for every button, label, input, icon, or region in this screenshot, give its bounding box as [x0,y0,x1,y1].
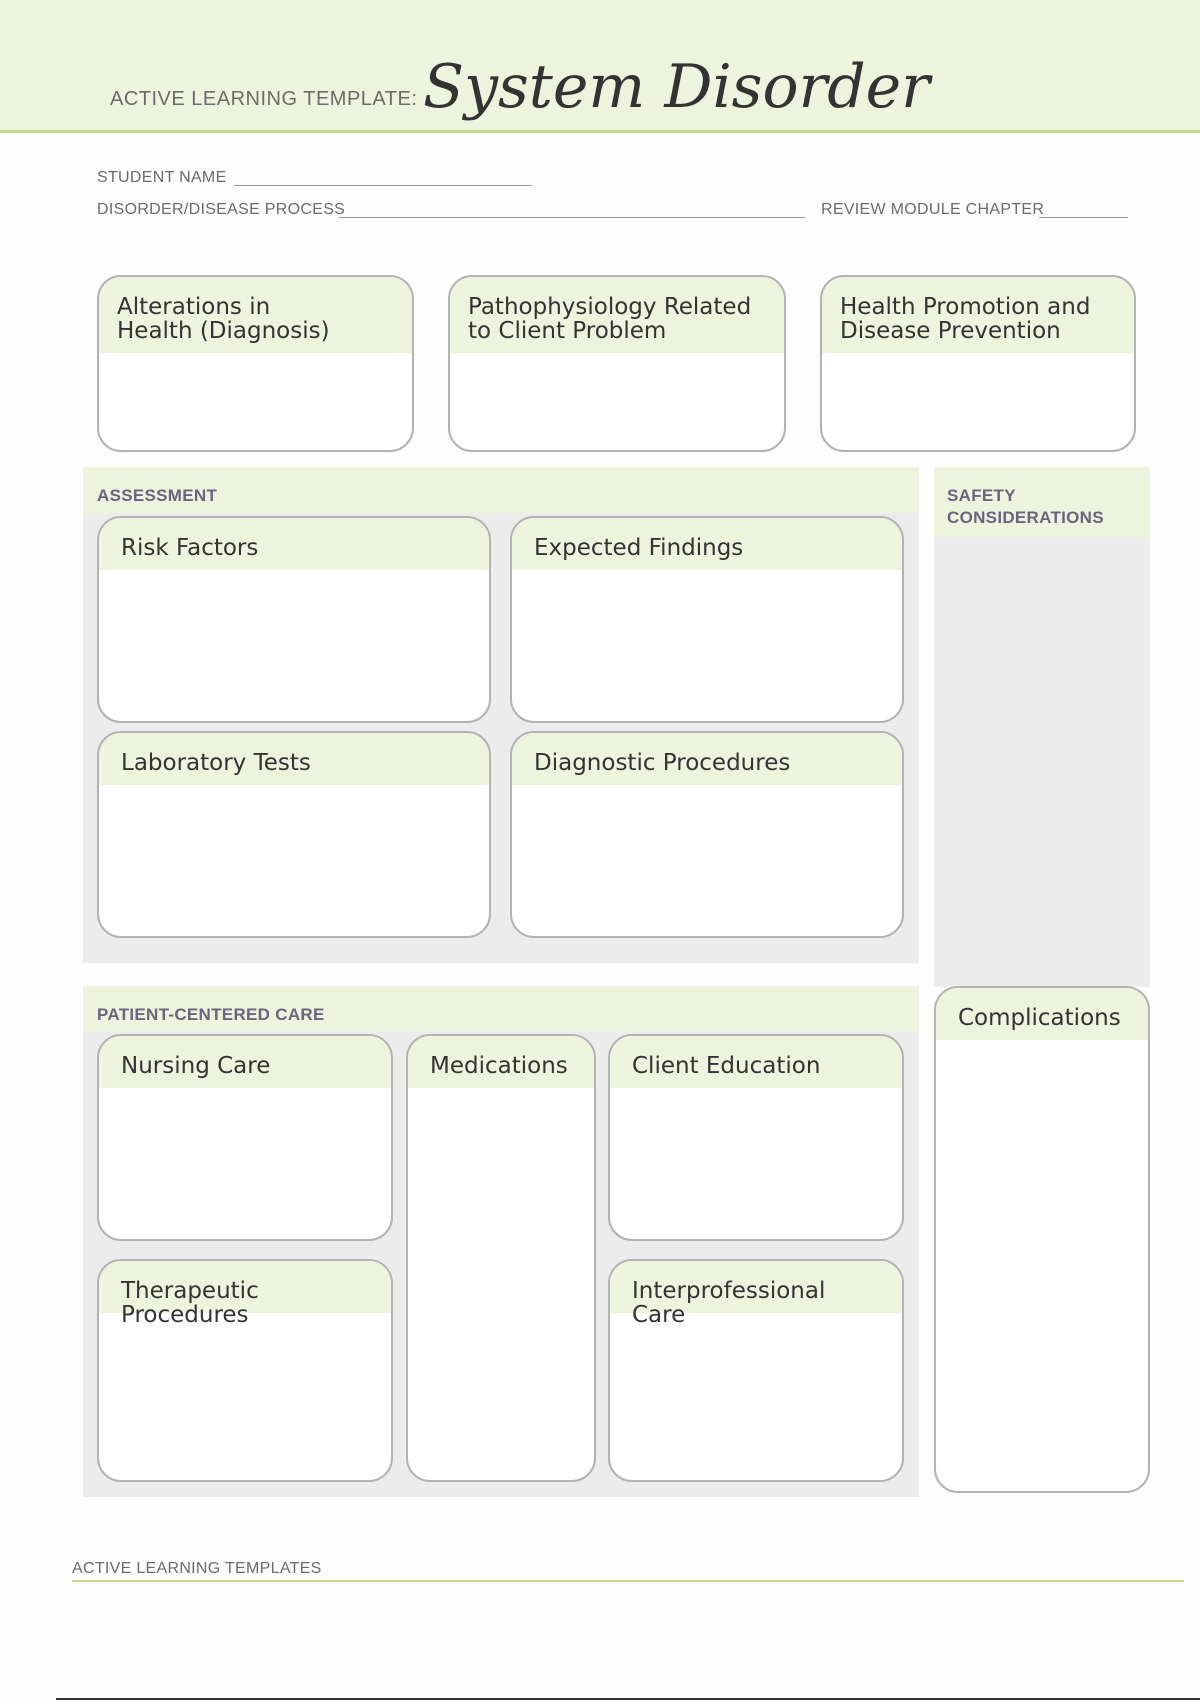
template-prefix: ACTIVE LEARNING TEMPLATE: [110,88,418,110]
pathophysiology-title: Pathophysiology Related to Client Problem [450,277,784,353]
client-education-title: Client Education [610,1036,902,1088]
medications-title: Medications [408,1036,594,1088]
template-header [0,0,1200,133]
pathophysiology-box[interactable] [448,275,786,452]
assessment-label: ASSESSMENT [97,486,218,505]
health-promotion-title: Health Promotion and Disease Prevention [822,277,1134,353]
therapeutic-procedures-title: Therapeutic Procedures [99,1261,391,1313]
laboratory-tests-title: Laboratory Tests [99,733,489,785]
alterations-in-health-box[interactable] [97,275,414,452]
footer-label: ACTIVE LEARNING TEMPLATES [72,1560,322,1577]
nursing-care-title: Nursing Care [99,1036,391,1088]
risk-factors-title: Risk Factors [99,518,489,570]
risk-factors-box[interactable] [97,516,491,723]
diagnostic-procedures-box[interactable] [510,731,904,938]
complications-box[interactable] [934,986,1150,1493]
interprofessional-care-title: Interprofessional Care [610,1261,902,1313]
patient-centered-care-label: PATIENT-CENTERED CARE [97,1005,325,1024]
therapeutic-procedures-box[interactable] [97,1259,393,1482]
expected-findings-title: Expected Findings [512,518,902,570]
safety-considerations-panel[interactable] [934,467,1150,987]
alterations-in-health-title: Alterations in Health (Diagnosis) [99,277,412,353]
interprofessional-care-box[interactable] [608,1259,904,1482]
student-name-field[interactable] [234,185,532,186]
complications-title: Complications [936,988,1148,1040]
diagnostic-procedures-title: Diagnostic Procedures [512,733,902,785]
template-title: System Disorder [423,52,930,122]
health-promotion-box[interactable] [820,275,1136,452]
client-education-box[interactable] [608,1034,904,1241]
disorder-label: DISORDER/DISEASE PROCESS [97,201,346,218]
expected-findings-box[interactable] [510,516,904,723]
student-name-label: STUDENT NAME [97,169,227,186]
medications-box[interactable] [406,1034,596,1482]
review-chapter-label: REVIEW MODULE CHAPTER [821,201,1045,218]
review-chapter-field[interactable] [1039,217,1128,218]
nursing-care-box[interactable] [97,1034,393,1241]
footer-divider [72,1580,1184,1582]
safety-considerations-label: SAFETY CONSIDERATIONS [947,486,1104,527]
laboratory-tests-box[interactable] [97,731,491,938]
disorder-field[interactable] [339,217,805,218]
